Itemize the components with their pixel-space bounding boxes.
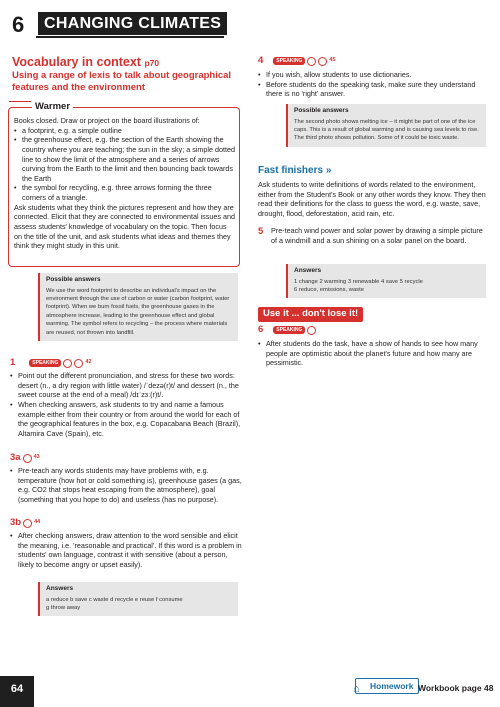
house-icon: ⌂	[353, 683, 360, 695]
homework-label: Homework	[355, 678, 419, 694]
exercise-3b-notes	[10, 531, 242, 570]
list-item: • the symbol for recycling, e.g. three arrows forming the three corners of a triangle.	[14, 183, 236, 202]
exercise-number: 3a	[10, 452, 21, 463]
answers-title: Answers	[294, 267, 322, 274]
exercise-1-notes	[10, 371, 242, 438]
exercise-6-heading	[258, 324, 316, 337]
exercise-number: 4	[258, 55, 264, 66]
answers-line: a reduce b save c waste d recycle e reuse f consume	[46, 596, 183, 603]
audio-track: 43	[33, 454, 40, 461]
audio-track: 45	[329, 57, 336, 64]
answers-box-left	[38, 582, 238, 616]
list-item: • Pre-teach any words students may have problems with, e.g. temperature (how hot or cold something is), greenhouse gases (a gas, e.g. CO2 that stops heat escaping from the atmosphere), goal (something that you hope to do) and useless (has no purpose).	[10, 466, 242, 505]
possible-answers-text: We use the word footprint to describe an individual's impact on the environment through the use of carbon or water (carbon footprint, water footprint). When we burn fossil fuels, the greenhouse gases in the atmosphere increase, leading to the greenhouse effect and global warming. The symbol refers to recycling – the process where materials are reused, not thrown into landfill.	[46, 287, 230, 336]
audio-icon	[318, 57, 327, 66]
possible-answers-box	[38, 273, 238, 341]
audio-icon	[23, 519, 32, 528]
warmer-intro: Books closed. Draw or project on the board illustrations of:	[14, 116, 200, 125]
warmer-label-rule	[9, 101, 31, 102]
header-rule	[36, 36, 224, 38]
speaking-icon	[307, 326, 316, 335]
list-item: • the greenhouse effect, e.g. the section of the Earth showing the country where you are teaching; the sun in the sky; a simple dotted line to show the limit of the atmosphere and a series of arrows curving from the Earth to the limit and then bouncing back towards the Earth	[14, 135, 236, 183]
exercise-5-text: Pre-teach wind power and solar power by drawing a simple picture of a windmill and a sun shining on a solar panel on the board.	[271, 226, 483, 245]
warmer-list	[14, 126, 236, 203]
homework-box	[353, 681, 419, 695]
exercise-3a-notes	[10, 466, 242, 505]
double-chevron-icon: »	[325, 165, 332, 176]
exercise-1-heading	[10, 357, 240, 370]
possible-answers-title: Possible answers	[294, 107, 349, 114]
answers-title: Answers	[46, 585, 74, 592]
speaking-badge: SPEAKING	[29, 359, 61, 368]
use-it-title: Use it ... don't lose it!	[258, 307, 363, 322]
speaking-badge: SPEAKING	[273, 57, 305, 66]
list-item: • Point out the different pronunciation, and stress for these two words: desert (n., a dry region with little water) /ˈdezə(r)t/ and dessert (n., the sweet course at the end of a meal) /dɪˈzɜː(r)t/.	[10, 371, 242, 400]
page-number: 64	[0, 676, 34, 707]
speaking-icon	[307, 57, 316, 66]
unit-title: CHANGING CLIMATES	[38, 12, 227, 35]
audio-track: 42	[85, 359, 92, 366]
possible-answers-title: Possible answers	[46, 276, 101, 283]
warmer-label: Warmer	[32, 101, 73, 114]
possible-answers-box-right	[286, 104, 486, 147]
workbook-reference: Workbook page 48	[418, 683, 494, 693]
speaking-badge: SPEAKING	[273, 326, 305, 335]
speaking-icon	[63, 359, 72, 368]
exercise-number: 5	[258, 226, 264, 237]
exercise-4-notes	[258, 70, 490, 99]
list-item: • Before students do the speaking task, make sure they understand there is no 'right' answer.	[258, 80, 490, 99]
list-item: • After checking answers, draw attention to the word sensible and elicit the meaning, i.e. 'reasonable and practical'. If this word is a problem in students' own language, contrast it with sensitive (about a person, likely to become angry or upset easily).	[10, 531, 242, 570]
answers-box-right	[286, 264, 486, 298]
exercise-3b-heading	[10, 517, 40, 530]
answers-line: g throw away	[46, 604, 81, 611]
audio-icon	[74, 359, 83, 368]
section-title: Vocabulary in context p70	[12, 55, 160, 69]
fast-finishers-text: Ask students to write definitions of words related to the environment, either from the Student's Book or any other words they know. They then read their definitions for the class to guess the word, e.g. waste, save, drought, flood, deforestation, acid rain, etc.	[258, 180, 486, 218]
fast-finishers-title: Fast finishers »	[258, 165, 332, 176]
unit-number: 6	[12, 12, 25, 37]
possible-answers-text: The second photo shows melting ice – it might be part of one of the ice caps. This is a result of global warming and is causing sea levels to rise. The third photo shows pollution. Some of it could be toxic waste.	[294, 118, 479, 142]
exercise-number: 1	[10, 357, 16, 368]
answers-line: 6 reduce, emissions, waste	[294, 286, 364, 293]
list-item: • After students do the task, have a show of hands to see how many people are optimistic about the planet's future and how many are pessimistic.	[258, 339, 490, 368]
exercise-4-heading	[258, 55, 336, 68]
warmer-content	[14, 116, 236, 251]
list-item: • When checking answers, ask students to try and name a famous example either from their country or from around the world for each of the geographical features in the box, e.g. Copacabana Beach (Brazil), Altamira Cave (Spain), etc.	[10, 400, 242, 439]
answers-line: 1 change 2 warming 3 renewable 4 save 5 recycle	[294, 278, 423, 285]
exercise-number: 6	[258, 324, 264, 335]
audio-track: 44	[34, 519, 41, 526]
exercise-6-notes	[258, 339, 490, 368]
exercise-5	[258, 226, 490, 245]
exercise-number: 3b	[10, 517, 22, 528]
fast-finishers-content	[258, 180, 490, 219]
list-item: • a footprint, e.g. a simple outline	[14, 126, 236, 136]
section-subtitle: Using a range of lexis to talk about geographical features and the environment	[12, 70, 232, 94]
audio-icon	[23, 454, 32, 463]
list-item: • If you wish, allow students to use dictionaries.	[258, 70, 490, 80]
warmer-paragraph: Ask students what they think the pictures represent and how they are connected. Elicit that they are connected to environmental issues and assess students' knowledge of vocabulary on the topic. Then focus on the title of the unit, and ask students what ideas and themes they think they might study in this unit.	[14, 202, 235, 251]
exercise-3a-heading	[10, 452, 40, 465]
